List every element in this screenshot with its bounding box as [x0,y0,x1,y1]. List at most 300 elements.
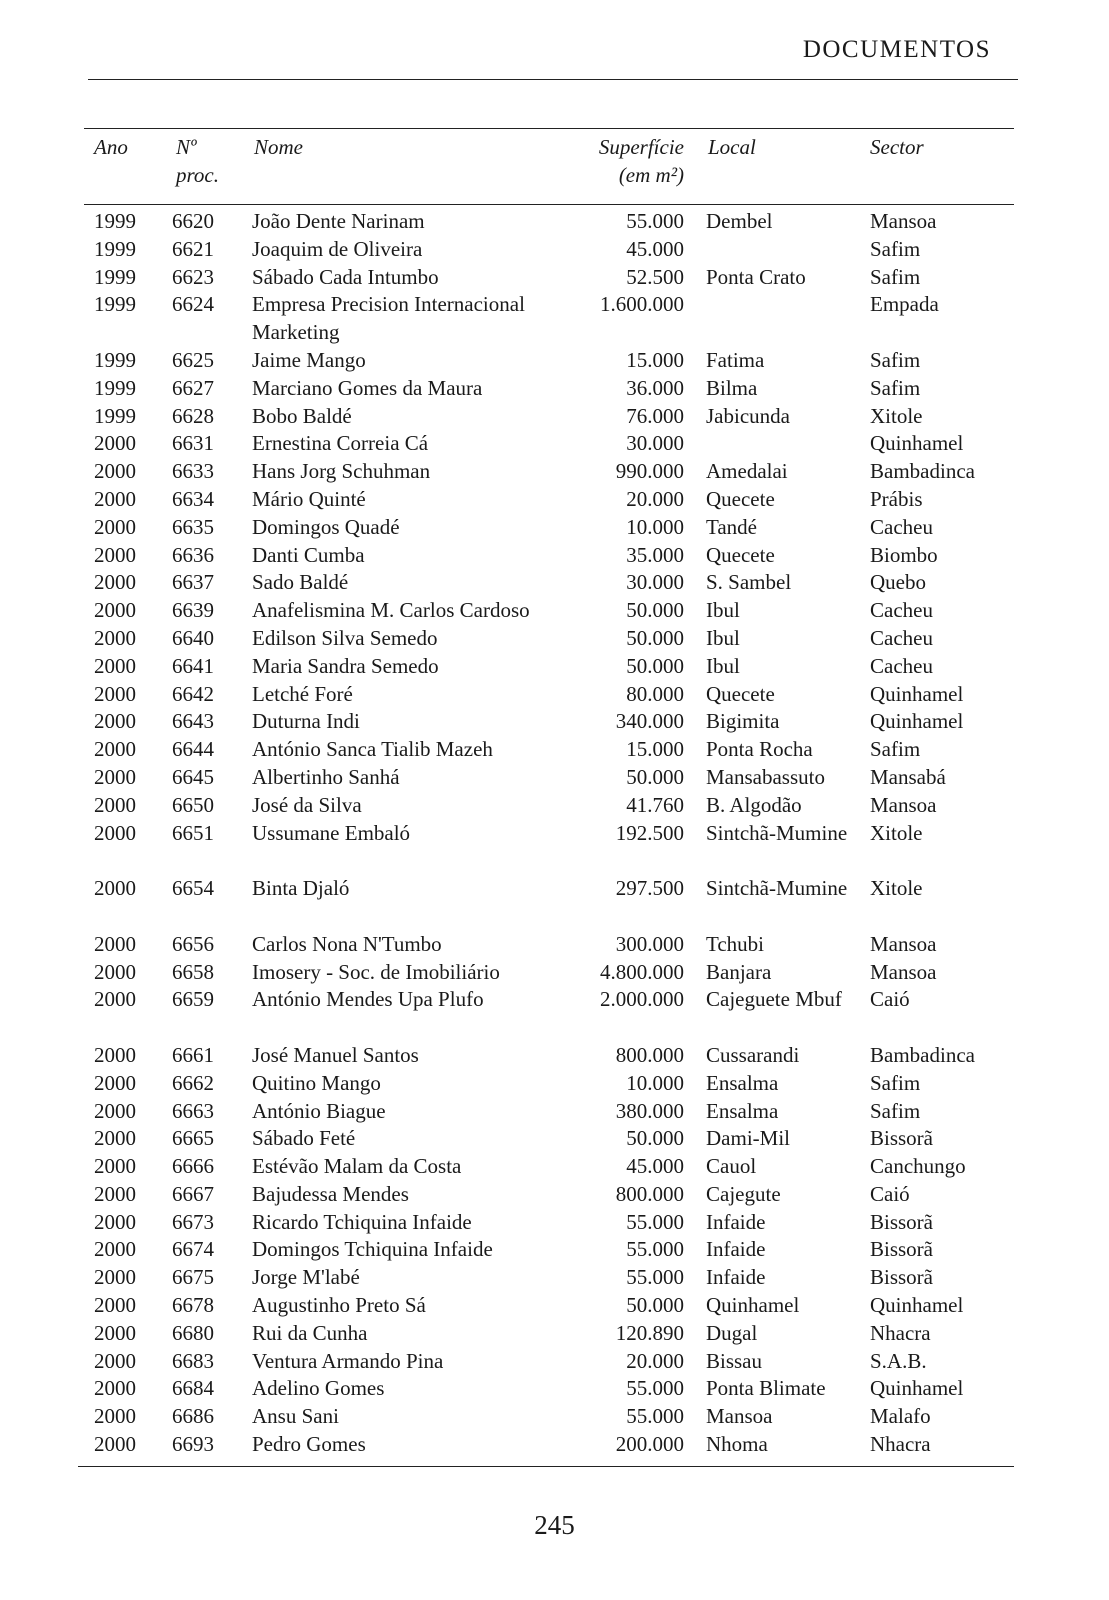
cell-proc: 6650 [172,792,214,817]
cell-proc: 6663 [172,1098,214,1123]
cell-proc: 6636 [172,542,214,567]
cell-superficie: 4.800.000 [600,959,684,984]
cell-local: Cauol [706,1154,757,1179]
cell-ano: 2000 [94,570,136,595]
cell-proc: 6637 [172,570,214,595]
table-row [0,291,1109,347]
table-row [0,1431,1109,1459]
table-row [0,653,1109,681]
cell-nome: João Dente Narinam [252,209,425,233]
table-row [0,208,1109,236]
cell-sector: S.A.B. [870,1348,927,1373]
cell-ano: 2000 [94,876,136,901]
cell-local: Dugal [706,1320,758,1345]
column-header-nproc-line1: Nº [176,135,197,159]
cell-ano: 2000 [94,486,136,511]
cell-local: Mansabassuto [706,764,825,789]
table-row [0,931,1109,959]
cell-nome: Marciano Gomes da Maura [252,375,483,400]
cell-proc: 6641 [172,653,214,678]
cell-sector: Safim [870,375,921,400]
column-header-superficie [554,133,684,189]
table-row [0,1375,1109,1403]
cell-ano: 2000 [94,987,136,1012]
cell-ano: 2000 [94,959,136,984]
table-row [0,1403,1109,1431]
cell-sector: Prábis [870,486,923,511]
cell-local: Cajegute [706,1181,781,1206]
cell-superficie: 50.000 [626,598,684,623]
cell-superficie: 55.000 [626,1404,684,1429]
cell-sector: Mansoa [870,792,937,817]
cell-local: Jabicunda [706,403,790,428]
cell-nome: Ansu Sani [252,1404,339,1429]
cell-proc: 6621 [172,236,214,261]
cell-proc: 6675 [172,1265,214,1290]
cell-ano: 2000 [94,1404,136,1429]
cell-ano: 2000 [94,737,136,762]
cell-sector: Nhacra [870,1320,931,1345]
cell-proc: 6666 [172,1154,214,1179]
cell-superficie: 800.000 [615,1181,684,1206]
cell-ano: 2000 [94,1181,136,1206]
cell-proc: 6662 [172,1070,214,1095]
cell-local: Dembel [706,209,773,233]
cell-nome: Ventura Armando Pina [252,1348,444,1373]
cell-ano: 2000 [94,1154,136,1179]
cell-sector: Cacheu [870,625,933,650]
cell-sector: Xitole [870,876,923,901]
cell-superficie: 35.000 [626,542,684,567]
cell-sector: Xitole [870,820,923,845]
cell-local: Tandé [706,514,758,539]
cell-nome: Edilson Silva Semedo [252,625,438,650]
table-row [0,403,1109,431]
cell-nome: Sado Baldé [252,570,349,595]
cell-proc: 6651 [172,820,214,845]
cell-sector: Safim [870,737,921,762]
cell-superficie: 10.000 [626,514,684,539]
cell-nome: Letché Foré [252,681,353,706]
cell-superficie: 76.000 [626,403,684,428]
table-row [0,1209,1109,1237]
cell-sector: Cacheu [870,598,933,623]
cell-superficie: 36.000 [626,375,684,400]
cell-local: Ibul [706,598,740,623]
cell-sector: Safim [870,347,921,372]
table-row [0,1320,1109,1348]
table-row [0,681,1109,709]
cell-sector: Xitole [870,403,923,428]
cell-nome: Danti Cumba [252,542,365,567]
cell-ano: 2000 [94,625,136,650]
cell-local: Banjara [706,959,772,984]
cell-superficie: 380.000 [615,1098,684,1123]
cell-superficie: 340.000 [615,709,684,734]
cell-sector: Quinhamel [870,709,964,734]
table-row [0,486,1109,514]
cell-sector: Bissorã [870,1209,933,1234]
cell-ano: 2000 [94,542,136,567]
cell-proc: 6678 [172,1293,214,1318]
cell-local: Ponta Crato [706,264,806,289]
cell-nome: Jaime Mango [252,347,366,372]
cell-superficie: 55.000 [626,1237,684,1262]
cell-local: Cajeguete Mbuf [706,987,842,1012]
cell-superficie: 45.000 [626,1154,684,1179]
cell-ano: 2000 [94,764,136,789]
cell-ano: 2000 [94,1098,136,1123]
cell-local: Bigimita [706,709,780,734]
cell-sector: Mansoa [870,209,937,233]
cell-nome: Bobo Baldé [252,403,352,428]
table-row [0,569,1109,597]
cell-ano: 2000 [94,1432,136,1457]
cell-ano: 2000 [94,1070,136,1095]
table-row [0,1098,1109,1126]
table-row [0,375,1109,403]
cell-nome: Rui da Cunha [252,1320,368,1345]
cell-ano: 2000 [94,1348,136,1373]
cell-proc: 6633 [172,459,214,484]
cell-local: Ibul [706,625,740,650]
cell-nome: Estévão Malam da Costa [252,1154,462,1179]
table-row [0,820,1109,876]
cell-proc: 6643 [172,709,214,734]
cell-sector: Bambadinca [870,1042,975,1067]
cell-proc: 6674 [172,1237,214,1262]
cell-proc: 6658 [172,959,214,984]
cell-sector: Mansoa [870,931,937,956]
cell-proc: 6627 [172,375,214,400]
cell-superficie: 192.500 [615,820,684,845]
cell-ano: 1999 [94,347,136,372]
cell-superficie: 120.890 [615,1320,684,1345]
cell-ano: 2000 [94,820,136,845]
cell-local: Infaide [706,1265,766,1290]
cell-proc: 6645 [172,764,214,789]
running-head: DOCUMENTOS [802,36,991,63]
cell-superficie: 50.000 [626,653,684,678]
cell-local: S. Sambel [706,570,792,595]
cell-superficie: 50.000 [626,625,684,650]
cell-local: Infaide [706,1237,766,1262]
cell-proc: 6631 [172,431,214,456]
cell-nome: Ussumane Embaló [252,820,411,845]
cell-nome: Jorge M'labé [252,1265,360,1290]
cell-proc: 6665 [172,1126,214,1151]
cell-nome: Bajudessa Mendes [252,1181,409,1206]
cell-sector: Mansabá [870,764,946,789]
cell-sector: Cacheu [870,653,933,678]
cell-local: Nhoma [706,1432,768,1457]
cell-ano: 2000 [94,653,136,678]
cell-sector: Nhacra [870,1432,931,1457]
table-row [0,514,1109,542]
cell-local: Ensalma [706,1070,779,1095]
cell-nome: Pedro Gomes [252,1432,366,1457]
cell-proc: 6642 [172,681,214,706]
cell-local: Amedalai [706,459,788,484]
cell-superficie: 55.000 [626,1376,684,1401]
cell-proc: 6654 [172,876,214,901]
cell-local: Tchubi [706,931,765,956]
cell-ano: 2000 [94,1237,136,1262]
cell-nome: Empresa Precision Internacional Marketing [252,292,525,345]
cell-ano: 2000 [94,1320,136,1345]
cell-sector: Malafo [870,1404,931,1429]
cell-superficie: 30.000 [626,570,684,595]
cell-nome: Anafelismina M. Carlos Cardoso [252,598,530,623]
table-row [0,264,1109,292]
column-header-nproc-line2: proc. [176,163,219,187]
cell-proc: 6659 [172,987,214,1012]
table-row [0,1070,1109,1098]
cell-sector: Quinhamel [870,1293,964,1318]
cell-local: Ensalma [706,1098,779,1123]
table-row [0,1181,1109,1209]
cell-sector: Bissorã [870,1265,933,1290]
cell-superficie: 300.000 [615,931,684,956]
cell-ano: 1999 [94,209,136,233]
cell-proc: 6628 [172,403,214,428]
table-row [0,1292,1109,1320]
page-number: 245 [534,1510,575,1540]
table-row [0,597,1109,625]
cell-superficie: 41.760 [626,792,684,817]
cell-sector: Safim [870,1098,921,1123]
cell-local: Ibul [706,653,740,678]
cell-ano: 2000 [94,431,136,456]
cell-proc: 6634 [172,486,214,511]
cell-proc: 6640 [172,625,214,650]
cell-superficie: 15.000 [626,737,684,762]
table-body [0,208,1109,1459]
cell-nome: Domingos Tchiquina Infaide [252,1237,493,1262]
table-row [0,1348,1109,1376]
cell-nome: Imosery - Soc. de Imobiliário [252,959,500,984]
cell-proc: 6684 [172,1376,214,1401]
table-row [0,1125,1109,1153]
cell-superficie: 50.000 [626,1126,684,1151]
cell-proc: 6661 [172,1042,214,1067]
cell-ano: 2000 [94,514,136,539]
cell-superficie: 20.000 [626,486,684,511]
cell-nome: José Manuel Santos [252,1042,419,1067]
cell-local: Quinhamel [706,1293,800,1318]
cell-proc: 6680 [172,1320,214,1345]
table-row [0,625,1109,653]
cell-sector: Bambadinca [870,459,975,484]
cell-local: Ponta Blimate [706,1376,826,1401]
cell-proc: 6639 [172,598,214,623]
table-row [0,1264,1109,1292]
cell-nome: Carlos Nona N'Tumbo [252,931,442,956]
table-row [0,236,1109,264]
cell-local: Infaide [706,1209,766,1234]
cell-ano: 2000 [94,1126,136,1151]
table-row [0,736,1109,764]
cell-proc: 6667 [172,1181,214,1206]
cell-proc: 6656 [172,931,214,956]
column-header-superficie-line1: Superfície [598,135,684,159]
table-row [0,542,1109,570]
cell-nome: Joaquim de Oliveira [252,236,423,261]
cell-nome: Duturna Indi [252,709,360,734]
cell-ano: 1999 [94,375,136,400]
cell-superficie: 55.000 [626,209,684,233]
cell-sector: Safim [870,264,921,289]
table-row [0,458,1109,486]
cell-sector: Biombo [870,542,938,567]
cell-nome: António Sanca Tialib Mazeh [252,737,493,762]
cell-sector: Cacheu [870,514,933,539]
cell-sector: Quinhamel [870,1376,964,1401]
cell-sector: Quinhamel [870,431,964,456]
cell-local: Bissau [706,1348,763,1373]
cell-superficie: 55.000 [626,1209,684,1234]
cell-nome: Maria Sandra Semedo [252,653,439,678]
cell-ano: 1999 [94,236,136,261]
table-row [0,875,1109,931]
cell-superficie: 2.000.000 [600,987,684,1012]
table-bottom-rule [78,1466,1014,1467]
cell-sector: Caió [870,987,910,1012]
cell-local: Sintchã-Mumine [706,876,848,901]
cell-superficie: 15.000 [626,347,684,372]
cell-local: Quecete [706,542,775,567]
table-row [0,347,1109,375]
cell-sector: Empada [870,292,939,317]
cell-ano: 2000 [94,1042,136,1067]
cell-ano: 2000 [94,598,136,623]
cell-local: Dami-Mil [706,1126,790,1151]
cell-sector: Safim [870,1070,921,1095]
cell-nome: Ricardo Tchiquina Infaide [252,1209,472,1234]
cell-superficie: 10.000 [626,1070,684,1095]
cell-sector: Bissorã [870,1237,933,1262]
table-row [0,1236,1109,1264]
cell-superficie: 50.000 [626,764,684,789]
cell-superficie: 990.000 [615,459,684,484]
cell-proc: 6625 [172,347,214,372]
cell-local: B. Algodão [706,792,802,817]
cell-proc: 6624 [172,292,214,317]
cell-nome: Albertinho Sanhá [252,764,400,789]
cell-local: Cussarandi [706,1042,800,1067]
cell-nome: Binta Djaló [252,876,350,901]
column-header-local: Local [708,135,756,159]
column-header-sector: Sector [870,135,924,159]
cell-nome: António Biague [252,1098,386,1123]
header-rule [88,79,1018,80]
cell-superficie: 297.500 [615,876,684,901]
cell-nome: Mário Quinté [252,486,366,511]
cell-ano: 2000 [94,1209,136,1234]
cell-superficie: 800.000 [615,1042,684,1067]
cell-local: Mansoa [706,1404,773,1429]
cell-superficie: 52.500 [626,264,684,289]
cell-ano: 2000 [94,1293,136,1318]
cell-local: Quecete [706,681,775,706]
cell-proc: 6620 [172,209,214,233]
cell-nome: António Mendes Upa Plufo [252,987,484,1012]
cell-nome: Ernestina Correia Cá [252,431,429,456]
table-row [0,764,1109,792]
cell-superficie: 50.000 [626,1293,684,1318]
table-row [0,986,1109,1042]
table-row [0,1042,1109,1070]
cell-superficie: 30.000 [626,431,684,456]
cell-nome: Sábado Feté [252,1126,356,1151]
cell-ano: 2000 [94,792,136,817]
cell-ano: 1999 [94,403,136,428]
cell-ano: 2000 [94,1376,136,1401]
column-header-nome: Nome [254,135,303,159]
cell-sector: Bissorã [870,1126,933,1151]
cell-superficie: 20.000 [626,1348,684,1373]
table-top-rule [84,128,1014,129]
table-row [0,1153,1109,1181]
cell-proc: 6693 [172,1432,214,1457]
cell-proc: 6635 [172,514,214,539]
table-row [0,708,1109,736]
cell-sector: Safim [870,236,921,261]
cell-local: Quecete [706,486,775,511]
table-row [0,959,1109,987]
cell-nome: Quitino Mango [252,1070,381,1095]
table-row [0,430,1109,458]
cell-nome: Sábado Cada Intumbo [252,264,439,289]
cell-nome: Hans Jorg Schuhman [252,459,431,484]
cell-nome: Augustinho Preto Sá [252,1293,426,1318]
cell-superficie: 1.600.000 [600,292,684,317]
column-header-nproc [176,133,219,189]
column-header-ano: Ano [94,135,128,159]
cell-sector: Caió [870,1181,910,1206]
cell-ano: 2000 [94,459,136,484]
cell-proc: 6686 [172,1404,214,1429]
cell-sector: Quebo [870,570,926,595]
cell-nome: Domingos Quadé [252,514,400,539]
table-row [0,792,1109,820]
cell-sector: Quinhamel [870,681,964,706]
cell-local: Ponta Rocha [706,737,813,762]
cell-nome: Adelino Gomes [252,1376,385,1401]
cell-ano: 2000 [94,1265,136,1290]
cell-superficie: 200.000 [615,1432,684,1457]
cell-ano: 2000 [94,709,136,734]
cell-ano: 2000 [94,681,136,706]
cell-superficie: 55.000 [626,1265,684,1290]
cell-local: Bilma [706,375,758,400]
cell-proc: 6673 [172,1209,214,1234]
cell-superficie: 45.000 [626,236,684,261]
cell-proc: 6623 [172,264,214,289]
cell-sector: Canchungo [870,1154,966,1179]
cell-sector: Mansoa [870,959,937,984]
cell-local: Fatima [706,347,765,372]
cell-nome: José da Silva [252,792,362,817]
cell-local: Sintchã-Mumine [706,820,848,845]
cell-ano: 2000 [94,931,136,956]
column-header-superficie-line2: (em m²) [618,163,684,187]
table-header-rule [84,204,1014,205]
cell-ano: 1999 [94,264,136,289]
cell-proc: 6644 [172,737,214,762]
cell-proc: 6683 [172,1348,214,1373]
cell-superficie: 80.000 [626,681,684,706]
